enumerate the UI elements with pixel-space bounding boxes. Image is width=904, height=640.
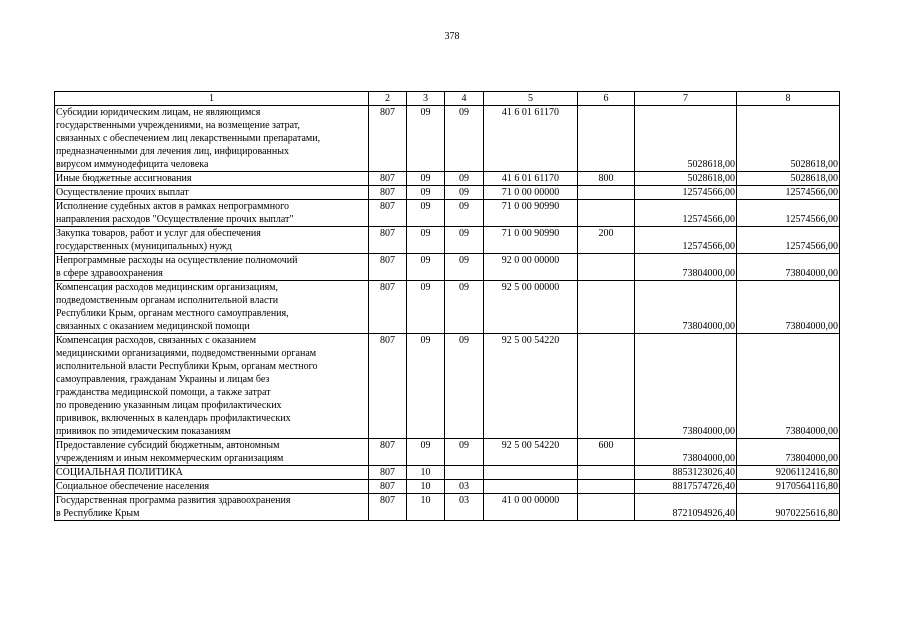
section-code: 09 [407,186,445,200]
expense-name-line: исполнительной власти Республики Крым, органам местного [56,361,318,372]
expense-name-line: Непрограммные расходы на осуществление полномочий [56,255,298,266]
expense-name-line: Исполнение судебных актов в рамках непрограммного [56,201,289,212]
amount-year-2: 9206112416,80 [737,466,840,480]
expense-name-line: Субсидии юридическим лицам, не являющимся [56,107,261,118]
section-code: 09 [407,172,445,186]
expense-name-line: самоуправления, гражданам Украины и лицам без [56,374,270,385]
section-code: 10 [407,480,445,494]
subsection-code: 09 [445,186,484,200]
column-number: 4 [445,92,484,106]
amount-year-2: 5028618,00 [737,106,840,172]
amount-year-2: 12574566,00 [737,227,840,254]
table-row [55,439,840,466]
expense-name [55,227,369,254]
amount-year-1: 5028618,00 [635,106,737,172]
table-row [55,106,840,172]
grbs-code: 807 [369,172,407,186]
expense-name-line: прививок, включенных в календарь профилактических [56,413,291,424]
expense-type-code [578,106,635,172]
expense-name-line: в сфере здравоохранения [56,268,163,279]
column-number: 1 [55,92,369,106]
table-row [55,334,840,439]
expense-name-line: Предоставление субсидий бюджетным, автономным [56,440,280,451]
grbs-code: 807 [369,106,407,172]
expense-name-line: предназначенными для лечения лиц, инфицированных [56,146,289,157]
expense-name-line: Иные бюджетные ассигнования [56,173,192,184]
expense-name-line: подведомственным органам исполнительной власти [56,295,279,306]
expense-name [55,186,369,200]
amount-year-1: 12574566,00 [635,186,737,200]
grbs-code: 807 [369,227,407,254]
target-article-code: 41 0 00 00000 [484,494,578,521]
amount-year-2: 9070225616,80 [737,494,840,521]
expense-name-line: в Республике Крым [56,508,140,519]
table-row [55,466,840,480]
target-article-code: 92 5 00 00000 [484,281,578,334]
subsection-code: 03 [445,480,484,494]
amount-year-1: 73804000,00 [635,281,737,334]
subsection-code: 09 [445,439,484,466]
amount-year-1: 8721094926,40 [635,494,737,521]
column-number: 6 [578,92,635,106]
table-row [55,281,840,334]
subsection-code: 09 [445,106,484,172]
expense-name [55,439,369,466]
subsection-code [445,466,484,480]
amount-year-1: 12574566,00 [635,227,737,254]
expense-name-line: Закупка товаров, работ и услуг для обеспечения [56,228,261,239]
expense-name-line: Осуществление прочих выплат [56,187,189,198]
amount-year-1: 73804000,00 [635,254,737,281]
expense-name-line: медицинскими организациями, подведомственными органам [56,348,317,359]
target-article-code: 92 5 00 54220 [484,334,578,439]
target-article-code [484,466,578,480]
table-body [55,106,840,521]
target-article-code: 41 6 01 61170 [484,172,578,186]
expense-type-code: 800 [578,172,635,186]
amount-year-2: 12574566,00 [737,200,840,227]
column-number: 5 [484,92,578,106]
subsection-code: 09 [445,334,484,439]
section-code: 10 [407,494,445,521]
subsection-code: 09 [445,281,484,334]
amount-year-2: 73804000,00 [737,281,840,334]
amount-year-2: 5028618,00 [737,172,840,186]
amount-year-1: 5028618,00 [635,172,737,186]
amount-year-1: 73804000,00 [635,334,737,439]
amount-year-2: 73804000,00 [737,439,840,466]
page-number: 378 [444,31,460,42]
grbs-code: 807 [369,480,407,494]
target-article-code [484,480,578,494]
expense-name-line: государственных (муниципальных) нужд [56,241,232,252]
section-code: 09 [407,227,445,254]
expense-name-line: направления расходов "Осуществление прочих выплат" [56,214,294,225]
section-code: 09 [407,106,445,172]
expense-name-line: по проведению указанным лицам профилактических [56,400,282,411]
section-code: 10 [407,466,445,480]
expense-type-code: 600 [578,439,635,466]
column-number: 7 [635,92,737,106]
table-row [55,172,840,186]
target-article-code: 71 0 00 90990 [484,227,578,254]
expense-name-line: государственными учреждениями, на возмещение затрат, [56,120,300,131]
expense-name [55,281,369,334]
expense-name [55,466,369,480]
expense-type-code [578,200,635,227]
amount-year-2: 12574566,00 [737,186,840,200]
target-article-code: 71 0 00 90990 [484,200,578,227]
grbs-code: 807 [369,466,407,480]
section-code: 09 [407,439,445,466]
amount-year-2: 9170564116,80 [737,480,840,494]
expense-type-code: 200 [578,227,635,254]
subsection-code: 09 [445,200,484,227]
amount-year-2: 73804000,00 [737,254,840,281]
grbs-code: 807 [369,494,407,521]
subsection-code: 03 [445,494,484,521]
expense-type-code [578,186,635,200]
target-article-code: 41 6 01 61170 [484,106,578,172]
amount-year-1: 12574566,00 [635,200,737,227]
column-number: 8 [737,92,840,106]
grbs-code: 807 [369,439,407,466]
amount-year-1: 8853123026,40 [635,466,737,480]
table-row [55,254,840,281]
table-row [55,480,840,494]
subsection-code: 09 [445,254,484,281]
section-code: 09 [407,334,445,439]
expense-name-line: вирусом иммунодефицита человека [56,159,209,170]
target-article-code: 92 0 00 00000 [484,254,578,281]
section-code: 09 [407,281,445,334]
column-number-row [55,92,840,106]
table-row [55,494,840,521]
column-number: 3 [407,92,445,106]
expense-name-line: прививок по эпидемическим показаниям [56,426,231,437]
expense-name-line: Социальное обеспечение населения [56,481,210,492]
expense-type-code [578,494,635,521]
amount-year-2: 73804000,00 [737,334,840,439]
expense-name [55,172,369,186]
expense-name [55,254,369,281]
section-code: 09 [407,200,445,227]
amount-year-1: 8817574726,40 [635,480,737,494]
expense-type-code [578,480,635,494]
table-row [55,200,840,227]
table-row [55,186,840,200]
column-number: 2 [369,92,407,106]
expense-name [55,334,369,439]
expense-type-code [578,281,635,334]
grbs-code: 807 [369,334,407,439]
section-code: 09 [407,254,445,281]
amount-year-1: 73804000,00 [635,439,737,466]
expense-name-line: гражданства медицинской помощи, а также затрат [56,387,271,398]
grbs-code: 807 [369,254,407,281]
target-article-code: 71 0 00 00000 [484,186,578,200]
target-article-code: 92 5 00 54220 [484,439,578,466]
expense-name-line: связанных с обеспечением лиц лекарственными препаратами, [56,133,321,144]
expense-name-line: Компенсация расходов медицинским организациям, [56,282,279,293]
table-row [55,227,840,254]
grbs-code: 807 [369,186,407,200]
expense-name-line: Республики Крым, органам местного самоуправления, [56,308,289,319]
expense-name-line: связанных с оказанием медицинской помощи [56,321,250,332]
expense-name-line: учреждениям и иным некоммерческим организациям [56,453,284,464]
budget-table [54,91,840,521]
expense-name [55,494,369,521]
expense-name [55,480,369,494]
expense-name-line: СОЦИАЛЬНАЯ ПОЛИТИКА [56,467,183,478]
subsection-code: 09 [445,172,484,186]
expense-name-line: Компенсация расходов, связанных с оказанием [56,335,257,346]
expense-name [55,200,369,227]
expense-type-code [578,254,635,281]
grbs-code: 807 [369,281,407,334]
expense-type-code [578,334,635,439]
grbs-code: 807 [369,200,407,227]
expense-type-code [578,466,635,480]
expense-name-line: Государственная программа развития здравоохранения [56,495,291,506]
subsection-code: 09 [445,227,484,254]
expense-name [55,106,369,172]
